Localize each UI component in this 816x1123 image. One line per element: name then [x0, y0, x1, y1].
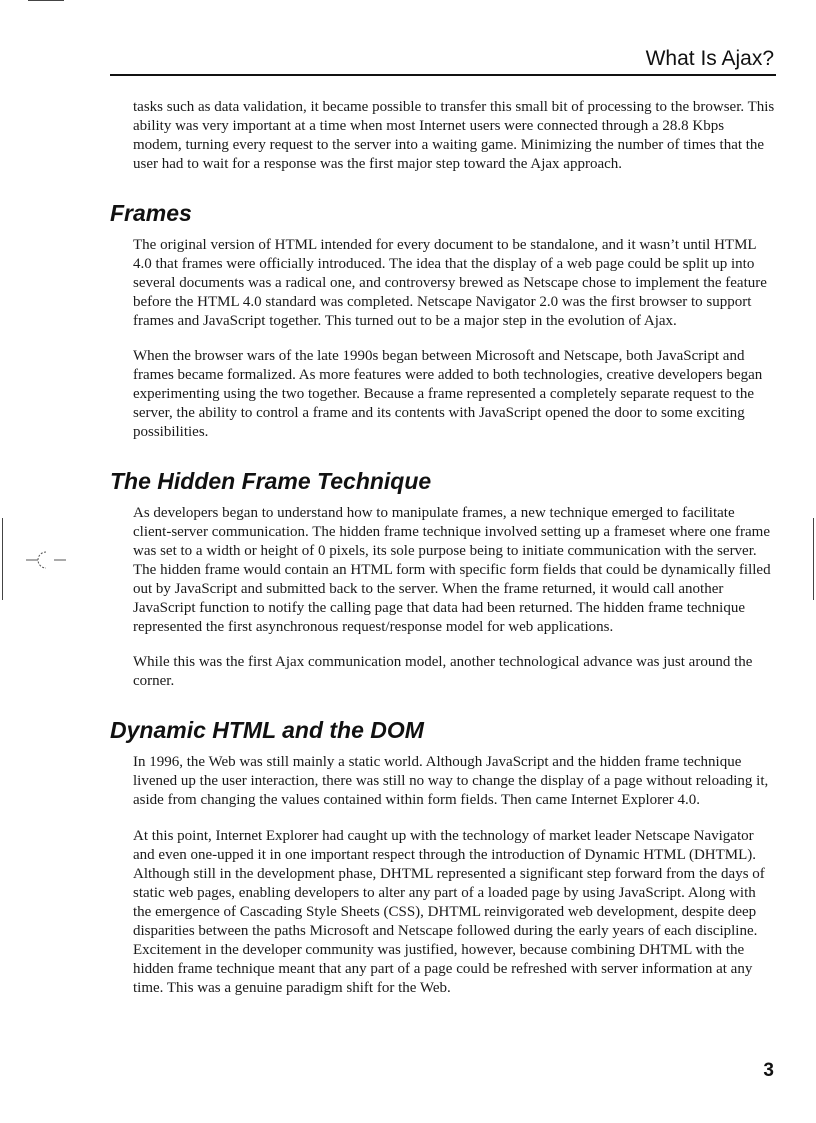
section-heading-dhtml: Dynamic HTML and the DOM [110, 717, 424, 743]
hidden-frame-paragraph-1: As developers began to understand how to manipulate frames, a new technique emerged to facilitate client-server communication. The hidden frame technique involved setting up a frameset where one frame was set to a width or height of 0 pixels, its sole purpose being to initiate communication with the server. The hidden frame would contain an HTML form with specific form fields that could be dynamically filled out by JavaScript and submitted back to the server. When the frame returned, it would call another JavaScript function to notify the calling page that data had been returned. The hidden frame technique represented the first asynchronous request/response model for web applications. [133, 505, 771, 635]
crop-mark-right [813, 518, 814, 600]
dhtml-paragraph-1: In 1996, the Web was still mainly a static world. Although JavaScript and the hidden frame technique livened up the user interaction, there was still no way to change the display of a page without reloading it, aside from changing the values contained within form fields. Then came Internet Explorer 4.0. [133, 754, 769, 808]
crop-mark-top [28, 0, 64, 1]
frames-paragraph-1: The original version of HTML intended for every document to be standalone, and it wasn’t until HTML 4.0 that frames were officially introduced. The idea that the display of a web page could be split up into several documents was a radical one, and controversy brewed as Netscape chose to implement the feature before the HTML 4.0 standard was completed. Netscape Navigator 2.0 was the first browser to support frames and JavaScript together. This turned out to be a major step in the evolution of Ajax. [133, 237, 767, 329]
dhtml-paragraph-2: At this point, Internet Explorer had caught up with the technology of market leader Netscape Navigator and even one-upped it in one important respect through the introduction of Dynamic HTML (DHTML). Although still in the development phase, DHTML represented a significant step forward from the days of static web pages, enabling developers to alter any part of a loaded page by using JavaScript. Along with the emergence of Cascading Style Sheets (CSS), DHTML reinvigorated web development, despite deep disparities between the paths Microsoft and Netscape followed during the early years of each discipline. Excitement in the developer community was justified, however, because combining DHTML with the hidden frame technique meant that any part of a page could be refreshed with server information at any time. This was a genuine paradigm shift for the Web. [133, 828, 765, 996]
page-number: 3 [763, 1060, 774, 1081]
section-heading-hidden-frame: The Hidden Frame Technique [110, 468, 432, 494]
intro-paragraph: tasks such as data validation, it became possible to transfer this small bit of processing to the browser. This ability was very important at a time when most Internet users were connected through a 28.8 Kbps modem, turning every request to the server into a waiting game. Minimizing the number of times that the user had to wait for a response was the first major step toward the Ajax approach. [133, 99, 775, 172]
frames-paragraph-2: When the browser wars of the late 1990s began between Microsoft and Netscape, both JavaScript and frames became formalized. As more features were added to both technologies, creative developers began experimenting using the two together. Because a frame represented a completely separate request to the server, the ability to control a frame and its contents with JavaScript opened the door to some exciting possibilities. [133, 348, 763, 440]
section-heading-frames: Frames [110, 200, 192, 226]
registration-mark-icon [26, 546, 66, 574]
hidden-frame-paragraph-2: While this was the first Ajax communication model, another technological advance was just around the corner. [133, 654, 753, 689]
running-header-title: What Is Ajax? [645, 47, 774, 70]
header-rule [110, 74, 776, 76]
crop-mark-left [2, 518, 3, 600]
